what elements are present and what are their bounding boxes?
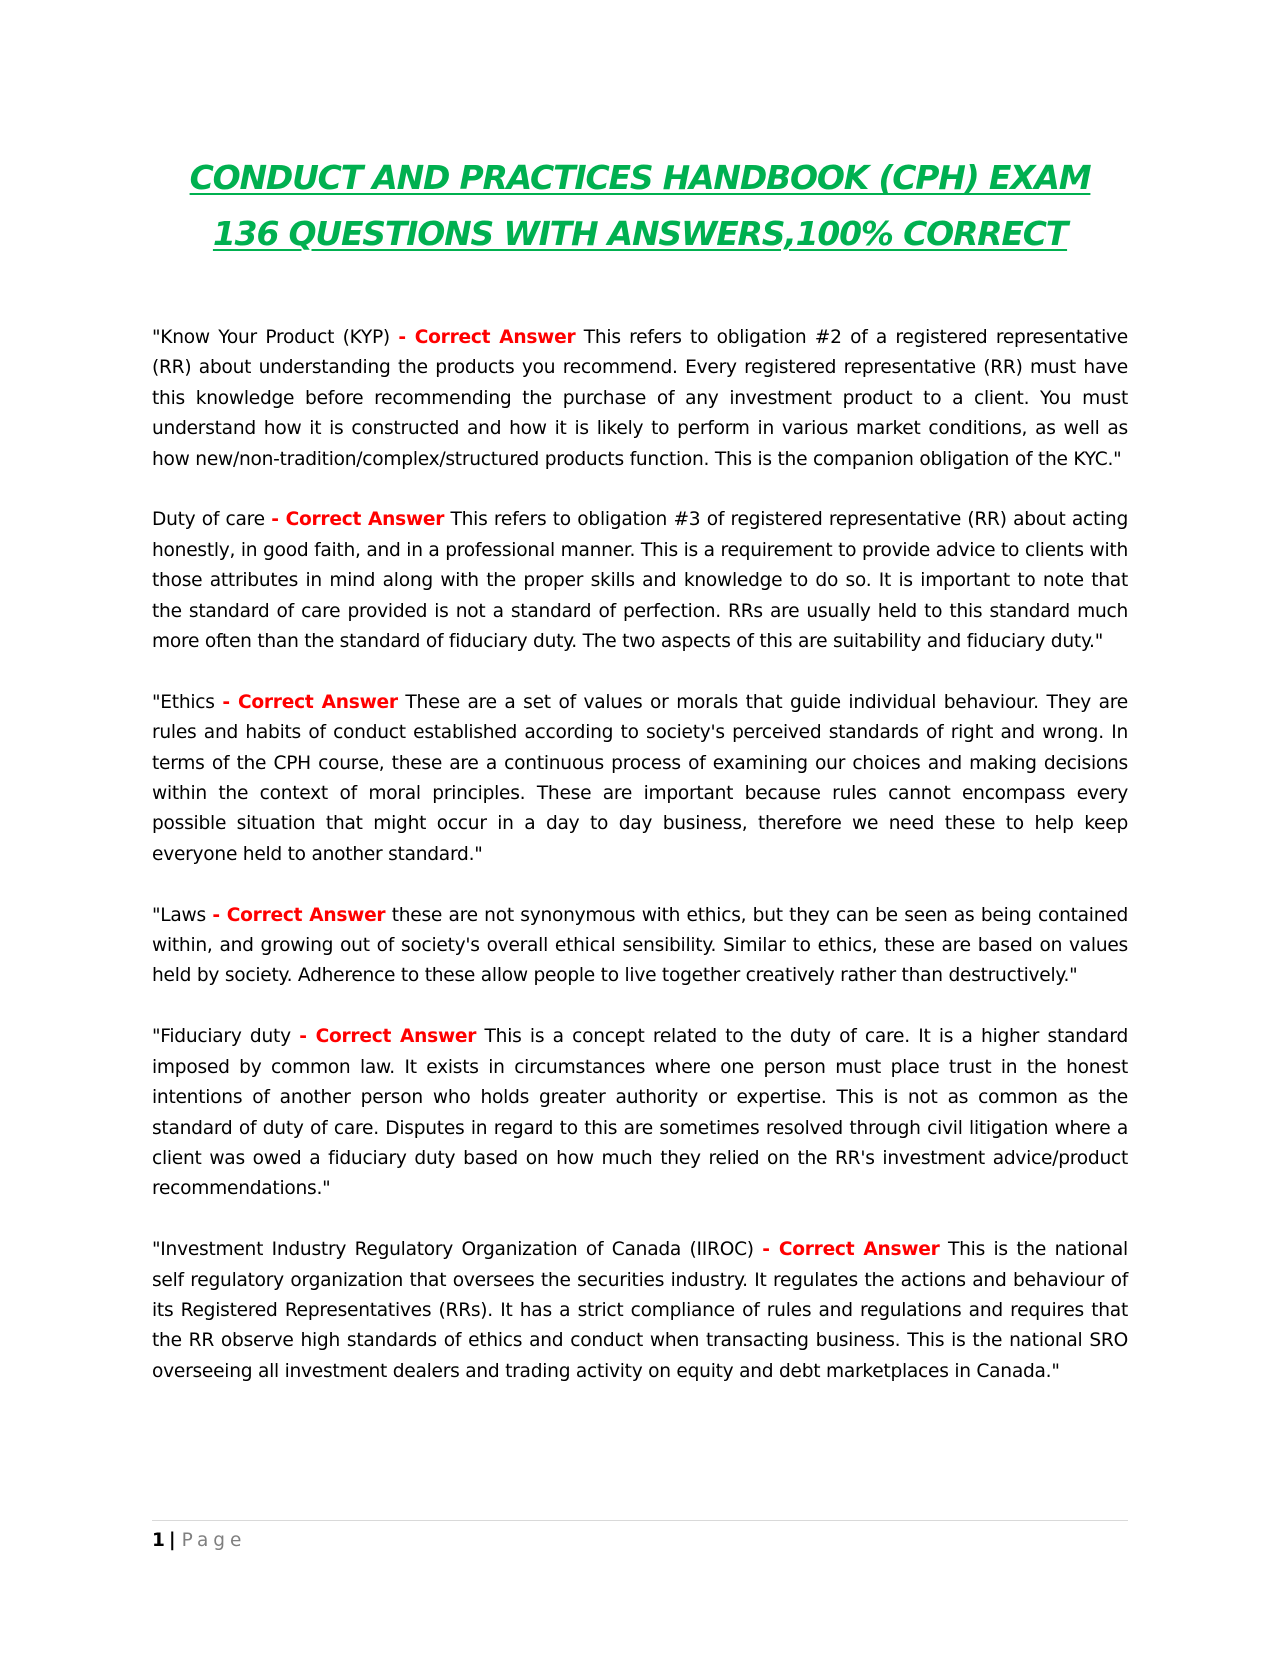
correct-answer-label: - Correct Answer [222, 691, 398, 713]
qa-entry [152, 1022, 1128, 1204]
entry-answer-text: This refers to obligation #3 of registered representative (RR) about acting honestly, in good faith, and in a professional manner. This is a requirement to provide advice to clients with those attributes in mind along with the proper skills and knowledge to do so. It is important to note that the standard of care provided is not a standard of perfection. RRs are usually held to this standard much more often than the standard of fiduciary duty. The two aspects of this are suitability and fiduciary duty." [152, 509, 1129, 653]
entry-term: "Ethics [152, 691, 223, 713]
entry-answer-text: these are not synonymous with ethics, but they can be seen as being contained within, and growing out of society's overall ethical sensibility. Similar to ethics, these are based on values held by society. Adherence to these allow people to live together creatively rather than destructively." [152, 904, 1128, 987]
entry-term: "Know Your Product (KYP) [152, 327, 399, 348]
qa-entry [152, 1235, 1128, 1387]
page-label: Page [181, 1530, 247, 1551]
entry-answer-text: This refers to obligation #2 of a registered representative (RR) about understanding the products you recommend. Every registered representative (RR) must have this knowledge before recommending the purchase of any investment product to a client. You must understand how it is constructed and how it is likely to perform in various market conditions, as well as how new/non-tradition/complex/structured products function. This is the companion obligation of the KYC." [152, 327, 1128, 470]
qa-entry [152, 901, 1128, 992]
entry-term: "Laws [152, 904, 213, 926]
page-number: 1 [152, 1530, 165, 1551]
qa-entry [152, 505, 1128, 657]
page-footer [152, 1527, 246, 1555]
entry-answer-text: This is a concept related to the duty of care. It is a higher standard imposed by common law. It exists in circumstances where one person must place trust in the honest intentions of another person who holds greater authority or expertise. This is not as common as the standard of duty of care. Disputes in regard to this are sometimes resolved through civil litigation where a client was owed a fiduciary duty based on how much they relied on the RR's investment advice/product recommendations." [152, 1026, 1129, 1200]
entry-answer-text: These are a set of values or morals that guide individual behaviour. They are rules and habits of conduct established according to society's perceived standards of right and wrong. In terms of the CPH course, these are a continuous process of examining our choices and making decisions within the context of moral principles. These are important because rules cannot encompass every possible situation that might occur in a day to day business, therefore we need these to help keep everyone held to another standard." [152, 691, 1128, 865]
title-line-1: CONDUCT AND PRACTICES HANDBOOK (CPH) EXAM [189, 158, 1091, 197]
correct-answer-label: - Correct Answer [762, 1239, 940, 1261]
entry-term: "Investment Industry Regulatory Organization of Canada (IIROC) [152, 1239, 763, 1261]
page-separator: | [168, 1530, 176, 1551]
correct-answer-label: - Correct Answer [271, 509, 445, 531]
footer-divider [152, 1520, 1128, 1521]
document-title [150, 150, 1130, 262]
correct-answer-label: - Correct Answer [398, 327, 576, 348]
qa-entry [152, 323, 1128, 475]
correct-answer-label: - Correct Answer [299, 1026, 477, 1048]
qa-entry [152, 688, 1128, 870]
entry-term: Duty of care [152, 509, 272, 531]
title-line-2: 136 QUESTIONS WITH ANSWERS,100% CORRECT [212, 214, 1068, 253]
correct-answer-label: - Correct Answer [212, 904, 386, 926]
entry-answer-text: This is the national self regulatory organization that oversees the securities industry. It regulates the actions and behaviour of its Registered Representatives (RRs). It has a strict compliance of rules and regulations and requires that the RR observe high standards of ethics and conduct when transacting business. This is the national SRO overseeing all investment dealers and trading activity on equity and debt marketplaces in Canada." [152, 1239, 1128, 1382]
entry-term: "Fiduciary duty [152, 1026, 300, 1048]
qa-list [152, 323, 1128, 1418]
